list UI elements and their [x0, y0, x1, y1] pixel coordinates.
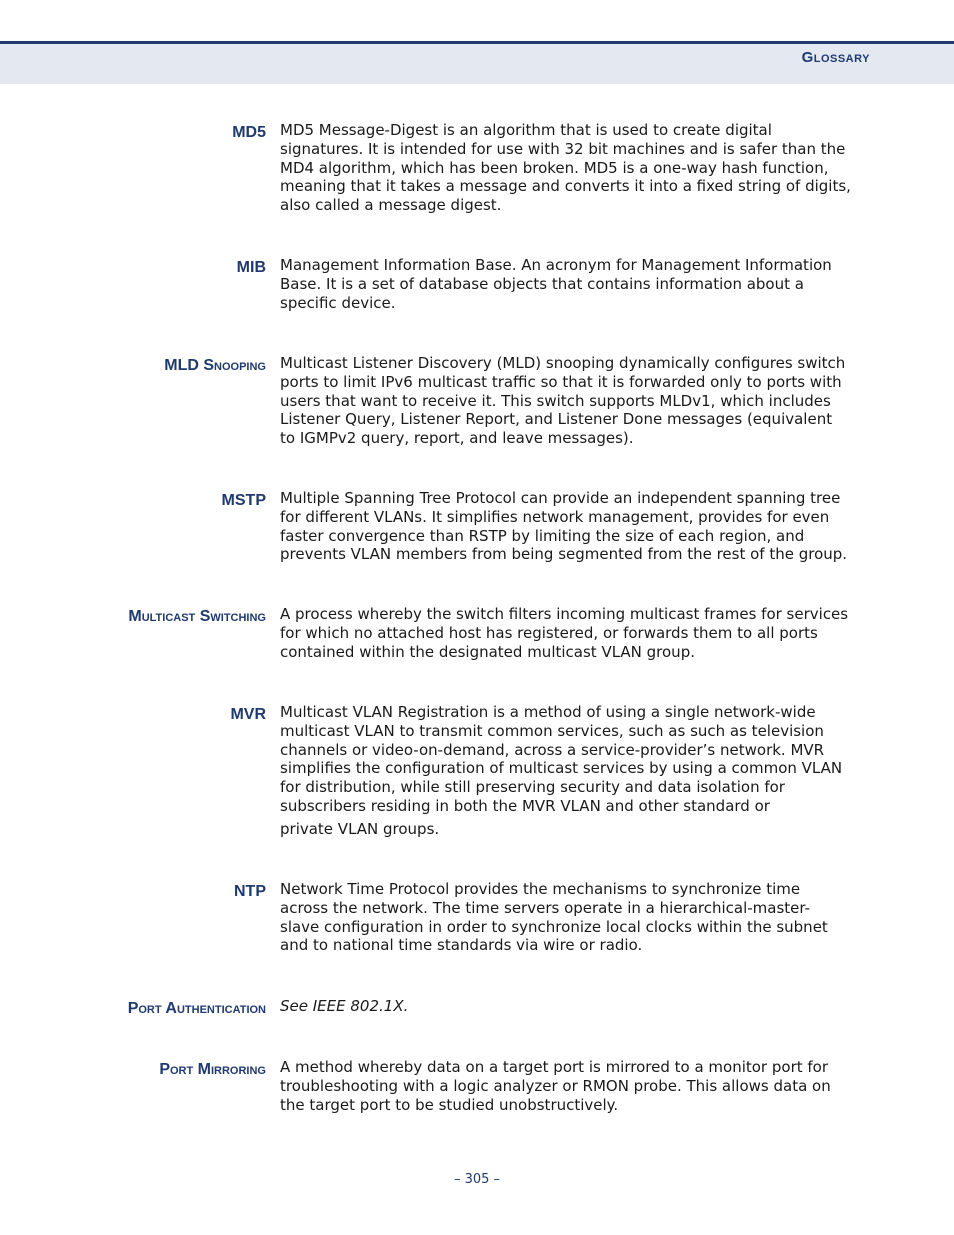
glossary-term: MSTP — [221, 492, 266, 509]
definition-line: simplifies the configuration of multicast services by using a common VLAN — [280, 759, 843, 778]
glossary-definition — [280, 354, 872, 448]
glossary-term: MD5 — [232, 124, 266, 141]
definition-line: MD4 algorithm, which has been broken. MD5 is a one-way hash function, — [280, 158, 829, 177]
glossary-definition — [280, 489, 872, 564]
glossary-term: MIB — [236, 259, 266, 276]
glossary-term: NTP — [234, 883, 266, 900]
glossary-definition — [280, 997, 872, 1016]
glossary-definition — [280, 605, 872, 661]
glossary-term: Multicast Switching — [128, 608, 266, 625]
definition-line: channels or video-on-demand, across a service-provider’s network. MVR — [280, 740, 825, 759]
definition-line: across the network. The time servers operate in a hierarchical-master- — [280, 898, 811, 917]
glossary-definition — [280, 703, 872, 839]
definition-line: slave configuration in order to synchronize local clocks within the subnet — [280, 917, 828, 936]
definition-line: Multicast Listener Discovery (MLD) snooping dynamically configures switch — [280, 354, 846, 372]
definition-line: ports to limit IPv6 multicast traffic so that it is forwarded only to ports with — [280, 372, 842, 391]
definition-line: the target port to be studied unobstructively. — [280, 1095, 619, 1114]
definition-line: also called a message digest. — [280, 196, 502, 215]
glossary-term: Port Mirroring — [159, 1061, 266, 1078]
cross-reference: See IEEE 802.1X. — [280, 997, 409, 1015]
definition-line: MD5 Message-Digest is an algorithm that is used to create digital — [280, 121, 772, 139]
definition-line: meaning that it takes a message and converts it into a fixed string of digits, — [280, 177, 851, 196]
definition-line: A method whereby data on a target port is mirrored to a monitor port for — [280, 1058, 829, 1076]
definition-line: and to national time standards via wire or radio. — [280, 936, 643, 955]
glossary-term: MLD Snooping — [164, 357, 266, 374]
glossary-definition — [280, 1058, 872, 1114]
definition-line: A process whereby the switch filters incoming multicast frames for services — [280, 605, 849, 623]
page-number: – 305 – — [453, 1172, 501, 1187]
definition-line: subscribers residing in both the MVR VLAN and other standard or — [280, 796, 770, 815]
definition-line: Multicast VLAN Registration is a method of using a single network-wide — [280, 703, 816, 721]
page-header — [0, 41, 954, 84]
definition-line: Network Time Protocol provides the mechanisms to synchronize time — [280, 880, 801, 898]
definition-line: faster convergence than RSTP by limiting the size of each region, and — [280, 526, 805, 545]
definition-line: for which no attached host has registered, or forwards them to all ports — [280, 623, 818, 642]
definition-line: Listener Query, Listener Report, and Listener Done messages (equivalent — [280, 410, 833, 429]
definition-line: for different VLANs. It simplifies network management, provides for even — [280, 507, 830, 526]
definition-line: Management Information Base. An acronym for Management Information — [280, 256, 832, 274]
definition-line: Base. It is a set of database objects that contains information about a — [280, 274, 804, 293]
definition-line: Multiple Spanning Tree Protocol can provide an independent spanning tree — [280, 489, 841, 507]
definition-line: to IGMPv2 query, report, and leave messages). — [280, 429, 634, 448]
glossary-definition — [280, 121, 872, 215]
glossary-definition — [280, 256, 872, 312]
definition-line: troubleshooting with a logic analyzer or RMON probe. This allows data on — [280, 1076, 831, 1095]
glossary-term: Port Authentication — [127, 1000, 266, 1017]
glossary-definition — [280, 880, 872, 955]
definition-line: multicast VLAN to transmit common services, such as such as television — [280, 721, 824, 740]
glossary-term: MVR — [230, 706, 266, 723]
definition-line: signatures. It is intended for use with 32 bit machines and is safer than the — [280, 139, 846, 158]
definition-line: for distribution, while still preserving security and data isolation for — [280, 778, 785, 797]
definition-line: contained within the designated multicast VLAN group. — [280, 642, 695, 661]
definition-line: specific device. — [280, 293, 396, 312]
definition-line: prevents VLAN members from being segmented from the rest of the group. — [280, 545, 848, 564]
definition-line: private VLAN groups. — [280, 819, 440, 838]
definition-line: users that want to receive it. This switch supports MLDv1, which includes — [280, 391, 831, 410]
header-title: Glossary — [801, 49, 870, 66]
